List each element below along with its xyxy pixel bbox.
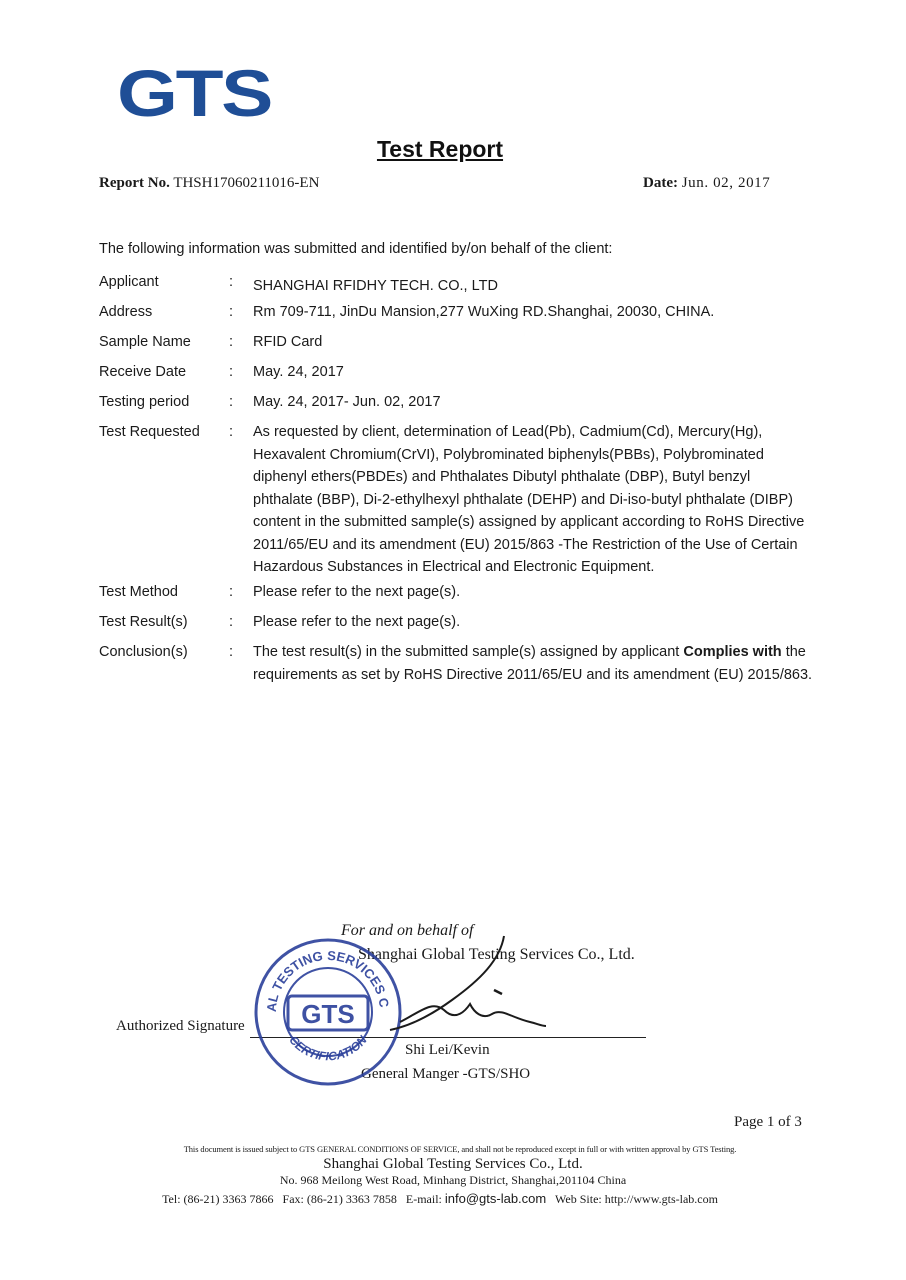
footer-company: Shanghai Global Testing Services Co., Ltd. (323, 1156, 583, 1172)
handwritten-signature (370, 930, 550, 1040)
field-value: May. 24, 2017- Jun. 02, 2017 (253, 394, 441, 410)
page-number: Page 1 of 3 (734, 1114, 802, 1130)
field-row-sample-name (99, 329, 819, 359)
report-date (643, 175, 770, 192)
field-value: May. 24, 2017 (253, 364, 344, 380)
field-label: Conclusion(s) (99, 644, 188, 660)
svg-text:CERTIFICATION (286, 1033, 370, 1064)
field-label: Test Method (99, 584, 178, 600)
field-colon: : (229, 274, 234, 290)
field-row-applicant (99, 269, 819, 299)
field-label: Sample Name (99, 334, 191, 350)
authorized-signature-label: Authorized Signature (116, 1018, 245, 1034)
footer-website: Web Site: http://www.gts-lab.com (555, 1192, 718, 1206)
field-label: Address (99, 304, 153, 320)
field-row-address (99, 299, 819, 329)
field-row-testing-period (99, 389, 819, 419)
field-label: Test Requested (99, 424, 200, 440)
footer-contact (0, 1191, 880, 1207)
conclusion-text-pre: The test result(s) in the submitted sample(s) assigned by applicant (253, 644, 684, 660)
footer-email-label: E-mail: (405, 1192, 442, 1206)
field-label: Applicant (99, 274, 159, 290)
stamp-center-text: GTS (301, 999, 355, 1029)
client-info-table (99, 269, 819, 686)
footer-email: info@gts-lab.com (444, 1191, 547, 1206)
field-value: As requested by client, determination of Lead(Pb), Cadmium(Cd), Mercury(Hg), Hexavalent Chromium(CrVI), Polybrominated biphenyls(PBBs), Polybrominated diphenyl ethers(PBDEs) and Phthalates Dibutyl phthalate (DBP), Butyl benzyl phthalate (BBP), Di-2-ethylhexyl phthalate (DEHP) and Di-iso-butyl phthalate (DIBP) content in the submitted sample(s) assigned by applicant according to RoHS Directive 2011/65/EU and its amendment (EU) 2015/863 -The Restriction of the Use of Certain Hazardous Substances in Electrical and Electronic Equipment. (253, 424, 805, 575)
signature-scribble (370, 930, 550, 1040)
gts-logo (116, 64, 272, 122)
signer-name: Shi Lei/Kevin (405, 1042, 490, 1058)
field-colon: : (229, 584, 234, 600)
field-row-receive-date (99, 359, 819, 389)
field-label: Testing period (99, 394, 190, 410)
field-label: Test Result(s) (99, 614, 188, 630)
footer-address: No. 968 Meilong West Road, Minhang District, Shanghai,201104 China (279, 1173, 627, 1187)
date-label: Date: (643, 175, 678, 191)
footer-tel: Tel: (86-21) 3363 7866 (162, 1192, 274, 1206)
field-colon: : (229, 644, 234, 660)
field-colon: : (229, 614, 234, 630)
field-label: Receive Date (99, 364, 187, 380)
field-row-conclusion (99, 639, 819, 686)
field-value: RFID Card (253, 334, 323, 350)
conclusion-verdict: Complies with (683, 644, 782, 660)
report-number (99, 175, 319, 192)
field-row-test-requested (99, 419, 819, 579)
field-colon: : (229, 394, 234, 410)
stamp-bottom-text: CERTIFICATION (286, 1032, 370, 1064)
signer-title: General Manger -GTS/SHO (361, 1066, 531, 1082)
report-no-value: THSH17060211016-EN (173, 175, 320, 191)
footer-disclaimer: This document is issued subject to GTS GENERAL CONDITIONS OF SERVICE, and shall not be reproduced except in full or with written approval by GTS Testing. (183, 1144, 737, 1154)
report-no-label: Report No. (99, 175, 170, 191)
field-value: SHANGHAI RFIDHY TECH. CO., LTD (253, 278, 498, 294)
footer-fax: Fax: (86-21) 3363 7858 (282, 1192, 397, 1206)
on-behalf-text: For and on behalf of (341, 922, 474, 939)
logo-text: GTS (117, 64, 271, 122)
intro-text: The following information was submitted and identified by/on behalf of the client: (99, 241, 613, 257)
field-value: Rm 709-711, JinDu Mansion,277 WuXing RD.Shanghai, 20030, CHINA. (253, 304, 715, 320)
field-colon: : (229, 334, 234, 350)
field-row-test-method (99, 579, 819, 609)
conclusion-value (253, 639, 813, 686)
field-value: Please refer to the next page(s). (253, 614, 461, 630)
gts-logo-mark (116, 64, 272, 122)
conclusion-text-post: the requirements as set by RoHS Directive 2011/65/EU and its amendment (EU) 2015/863. (253, 644, 813, 683)
field-colon: : (229, 424, 234, 440)
field-row-test-results (99, 609, 819, 639)
field-colon: : (229, 364, 234, 380)
page-title: Test Report (376, 136, 504, 162)
signature-company: Shanghai Global Testing Services Co., Ltd. (358, 946, 635, 963)
date-value: Jun. 02, 2017 (681, 175, 771, 191)
stamp-top-text: AL TESTING SERVICES C (263, 947, 392, 1013)
field-value: Please refer to the next page(s). (253, 584, 461, 600)
field-colon: : (229, 304, 234, 320)
